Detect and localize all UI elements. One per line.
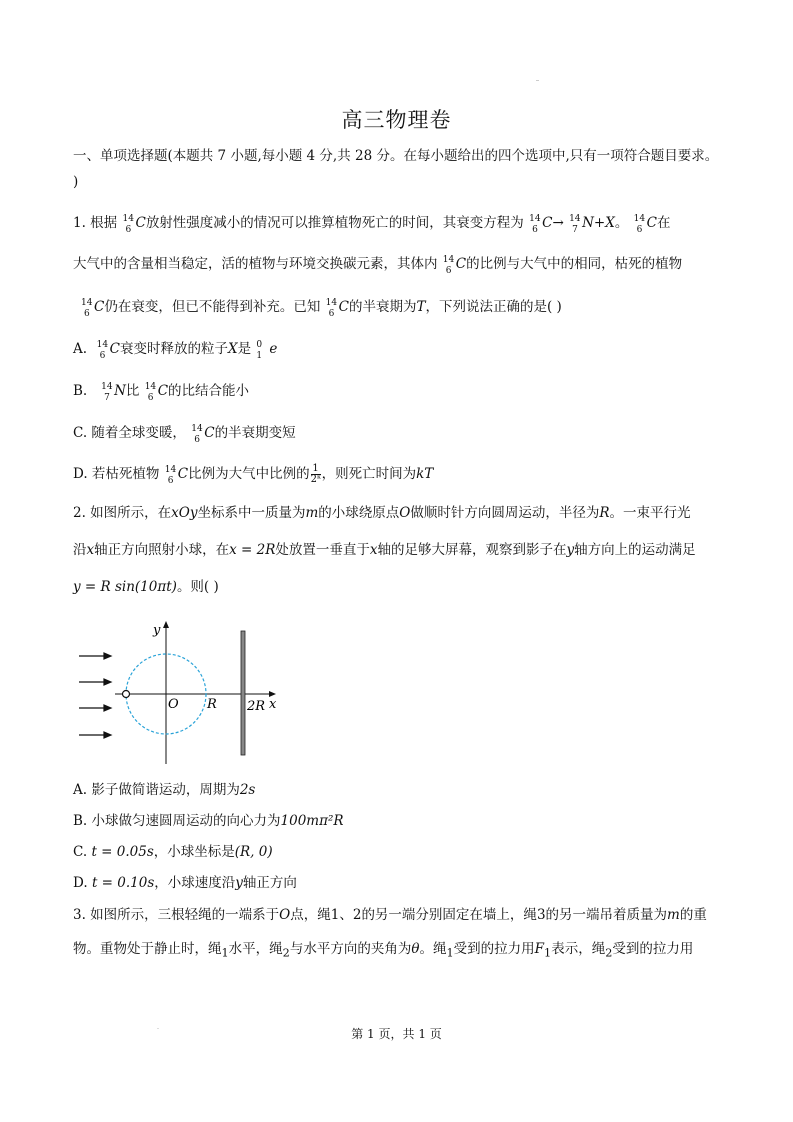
q1-line-2: 大气中的含量相当稳定，活的植物与环境交换碳元素，其体内 14 6 C的比例与大气中的相同，枯死的植物	[73, 252, 682, 274]
q2-option-d[interactable]: D. t = 0.10s，小球速度沿y轴正方向	[73, 875, 297, 891]
circular-motion-figure	[73, 618, 293, 768]
screen	[241, 631, 245, 755]
q1-option-b[interactable]: B. 14 7 N比 14 6 C的比结合能小	[73, 379, 249, 401]
page-footer: 第 1 页，共 1 页	[351, 1027, 442, 1041]
origin-label: O	[168, 697, 179, 712]
ball	[123, 691, 130, 698]
radius-label: R	[207, 697, 217, 712]
scan-dot	[536, 80, 539, 81]
isotope-c14: 14 6	[191, 424, 203, 445]
section-heading: 一、单项选择题(本题共 7 小题,每小题 4 分,共 28 分。在每小题给出的四个选项中,只有一项符合题目要求。	[73, 148, 719, 164]
q2-line-1: 2. 如图所示，在xOy坐标系中一质量为m的小球绕原点O做顺时针方向圆周运动，半径为R。一束平行光	[73, 505, 691, 521]
q1-option-a[interactable]: A. 14 6 C衰变时释放的粒子X是 0 1 e	[73, 337, 277, 359]
page-title: 高三物理卷	[341, 108, 452, 132]
q1-line-1: 1. 根据 14 6 C放射性强度减小的情况可以推算植物死亡的时间，其衰变方程为 14 6 C→ 14 7 N+X。 14 6 C在	[73, 211, 670, 233]
q2-option-c[interactable]: C. t = 0.05s，小球坐标是(R, 0)	[73, 844, 273, 860]
y-axis-label: y	[153, 623, 161, 638]
isotope-c14: 14 6	[442, 255, 455, 276]
q3-line-2: 物。重物处于静止时，绳$_1$水平，绳$_2$与水平方向的夹角为θ。绳$_1$受到的拉力用$F_1$表示，绳$_2$受到的拉力用	[73, 941, 694, 960]
light-rays	[79, 653, 111, 738]
isotope-n14: 14 7	[101, 382, 113, 403]
q2-option-b[interactable]: B. 小球做匀速圆周运动的向心力为100mπ²R	[73, 813, 344, 829]
fraction: $\frac{1}{\text{2ᵏ}}$	[310, 463, 321, 485]
q2-line-2: 沿x轴正方向照射小球，在x = 2R处放置一垂直于x轴的足够大屏幕，观察到影子在y轴方向上的运动满足	[73, 542, 696, 558]
isotope-electron: 0 1	[256, 340, 263, 361]
x-axis-label: x	[269, 697, 277, 712]
q1-option-c[interactable]: C. 随着全球变暖， 14 6 C的半衰期变短	[73, 421, 296, 443]
q1-line-3: 14 6 C仍在衰变，但已不能得到补充。已知 14 6 C的半衰期为T，下列说法正确的是( )	[80, 295, 562, 317]
isotope-c14: 14 6	[122, 214, 134, 235]
isotope-c14: 14 6	[529, 214, 541, 235]
isotope-n14: 14 7	[569, 214, 581, 235]
q2-option-a[interactable]: A. 影子做简谐运动，周期为2s	[73, 782, 256, 798]
isotope-c14: 14 6	[164, 465, 177, 486]
isotope-c14: 14 6	[633, 214, 646, 235]
isotope-c14: 14 6	[81, 298, 93, 319]
q3-line-1: 3. 如图所示，三根轻绳的一端系于O点，绳1、2的另一端分别固定在墙上，绳3的另一端吊着质量为m的重	[73, 907, 707, 923]
isotope-c14: 14 6	[96, 340, 109, 361]
isotope-c14: 14 6	[325, 298, 338, 319]
q2-line-3: y = R sin(10πt)。则( )	[73, 579, 219, 595]
section-heading-cont: )	[73, 174, 79, 190]
two-r-label: 2R	[247, 699, 266, 714]
isotope-c14: 14 6	[144, 382, 157, 403]
q1-option-d[interactable]: D. 若枯死植物 14 6 C比例为大气中比例的 $\frac{1}{\text{2ᵏ}}$ ，则死亡时间为kT	[73, 463, 434, 486]
